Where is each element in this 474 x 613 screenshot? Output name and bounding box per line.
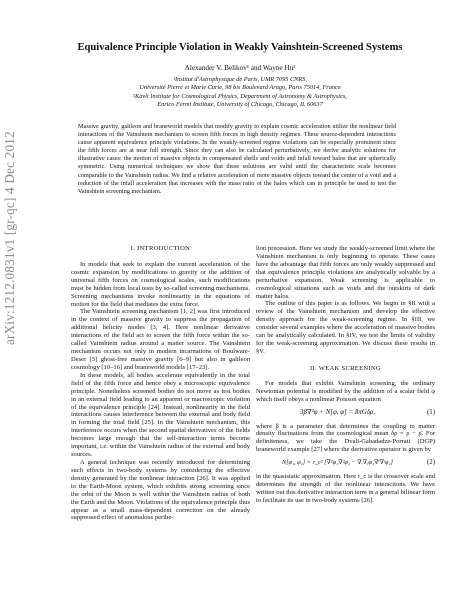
affiliation-line: Université Pierre et Marie Curie, 98 bis Boulevard Arago, Paris 75014, France [139, 84, 341, 92]
equation-number: (1) [426, 408, 435, 416]
paragraph: where β is a parameter that determines the coupling to matter density fluctuations from the cosmological mean δρ = ρ − ρ̄. For definiteness, we take the Dvali-Gabadadze-Porrati (DGP) braneworld example [27] where the derivative operator is given by [256, 422, 435, 454]
arxiv-identifier: arXiv:1212.0831v1 [gr-qc] 4 Dec 2012 [2, 131, 17, 345]
abstract: Massive gravity, galileon and braneworld models that modify gravity to explain cosmic acceleration utilize the nonlinear field interactions of the Vainshtein mechanism to screen fifth forces in high density regimes. These source-dependent interactions cause apparent equivalence principle violations. In the weakly-screened regime violations can be especially prominent since the fifth forces are at near full strength. Since they can also be calculated perturbatively, we derive analytic solutions for illustrative cases: the motion of massive objects in compensated shells and voids and infall toward halos that are spherically symmetric. Using numerical techniques we show that these solutions are valid until the characteristic scale becomes comparable to the Vainshtein radius. We find a relative acceleration of more massive objects toward the center of a void and a reduction of the infall acceleration that increases with the mass ratio of the halos which can in principle be used to test the Vainshtein screening mechanism. [78, 123, 396, 195]
affiliation-line: ¹Institut d'Astrophysique de Paris, UMR 7095 CNRS, [173, 76, 307, 83]
paragraph: In models that seek to explain the current acceleration of the cosmic expansion by modifications to gravity or the addition of universal fifth forces on cosmological scales, such modifications must be hidden from local tests by so-called screening mechanisms. Screening mechanisms invoke nonlinearity in the equations of motion for the field that mediates the extra force. [71, 260, 250, 308]
equation-2 [256, 459, 435, 467]
left-column [71, 245, 250, 522]
affiliations [40, 76, 440, 109]
section-heading-introduction: I. INTRODUCTION [130, 245, 191, 252]
paragraph: In these models, all bodies accelerate equivalently in the total field of the fifth force and hence obey a microscopic equivalence principle. Nonetheless screened bodies do not move as test bodies in an external field leading to an apparent or macroscopic violation of the equivalence principle [24]. Instead, nonlinearity in the field interactions causes interference between the external and body field in forming the total field [25]. In the Vainshtein mechanism, this interference occurs when the second spatial derivatives of the fields becomes large enough that the self-interaction terms become important, i.e. within the Vainshtein radius of the external and body sources. [71, 371, 250, 459]
affiliation-line: Enrico Fermi Institute, University of Chicago, Chicago, IL 60637 [157, 100, 323, 108]
paragraph: lion precession. Here we study the weakly-screened limit where the Vainshtein mechanism is only beginning to operate. These cases have the advantage that fifth forces are only weakly suppressed and that equivalence principle violations are analytically solvable by a perturbative expansion. Weak screening is applicable to cosmological situations such as voids and the outskirts of dark matter halos. [256, 245, 435, 300]
section-heading-weak-screening: II. WEAK SCREENING [310, 364, 381, 372]
author-list: Alexander V. Belikov¹ and Wayne Hu² [184, 64, 296, 72]
affiliation-line: ²Kavli Institute for Cosmological Physics, Department of Astronomy & Astrophysics, [133, 92, 347, 100]
paragraph: The Vainshtein screening mechanism [1, 2] was first introduced in the context of massive gravity to suppress the propagation of additional helicity modes [3, 4]. Here nonlinear derivative interactions of the field act to screen the fifth force within the so-called Vainshtein radius around a matter source. The Vainshtein mechanism occurs not only in modern incarnations of Boulware-Deser [5] ghost-free massive gravity [6–9] but also in galileon cosmology [10–16] and braneworld models [17–23]. [71, 308, 250, 371]
paper-title: Equivalence Principle Violation in Weakly Vainshtein-Screened Systems [77, 42, 403, 53]
right-column [256, 245, 435, 505]
equation-1 [256, 409, 435, 417]
equation-expression: N[φ₁, φ₂] = r_c² [∇²φ₁∇²φ₂ − ∇ᵢ∇ⱼφ₁∇ⁱ∇ʲφ₂] [282, 459, 393, 467]
paragraph: For models that exhibit Vainshtein screening, the ordinary Newtonian potential is modified by the addition of a scalar field φ which itself obeys a nonlinear Poisson equation [256, 379, 435, 403]
paragraph: A general technique was recently introduced for determining such effects in two-body systems by considering the effective density generated by the nonlinear interaction [26]. It was applied to the Earth-Moon system, which exhibits strong screening since the orbit of the Moon is well within the Vainshtein radius of both the Earth and the Moon. Violations of the equivalence principle thus appear as a small mass-dependent correction on the already suppressed effect of anomalous perihe- [71, 458, 250, 522]
equation-expression: 3β∇²φ + N[φ, φ] = 8πGδρ, [300, 408, 375, 416]
paragraph: The outline of this paper is as follows. We begin in §II with a review of the Vainshtein mechanism and develop the effective density approach for the weak-screening regime. In §III, we consider several examples where the acceleration of massive bodies can be analytically calculated. In §IV, we test the limits of validity for the weak-screening approximation. We discuss these results in §V. [256, 300, 435, 355]
equation-number: (2) [426, 459, 435, 467]
paragraph: in the quasistatic approximation. Here r_c is the crossover scale and determines the strength of the nonlinear interactions. We have written out this derivative interaction term in a general bilinear form to facilitate its use in two-body systems [26]. [256, 473, 435, 504]
